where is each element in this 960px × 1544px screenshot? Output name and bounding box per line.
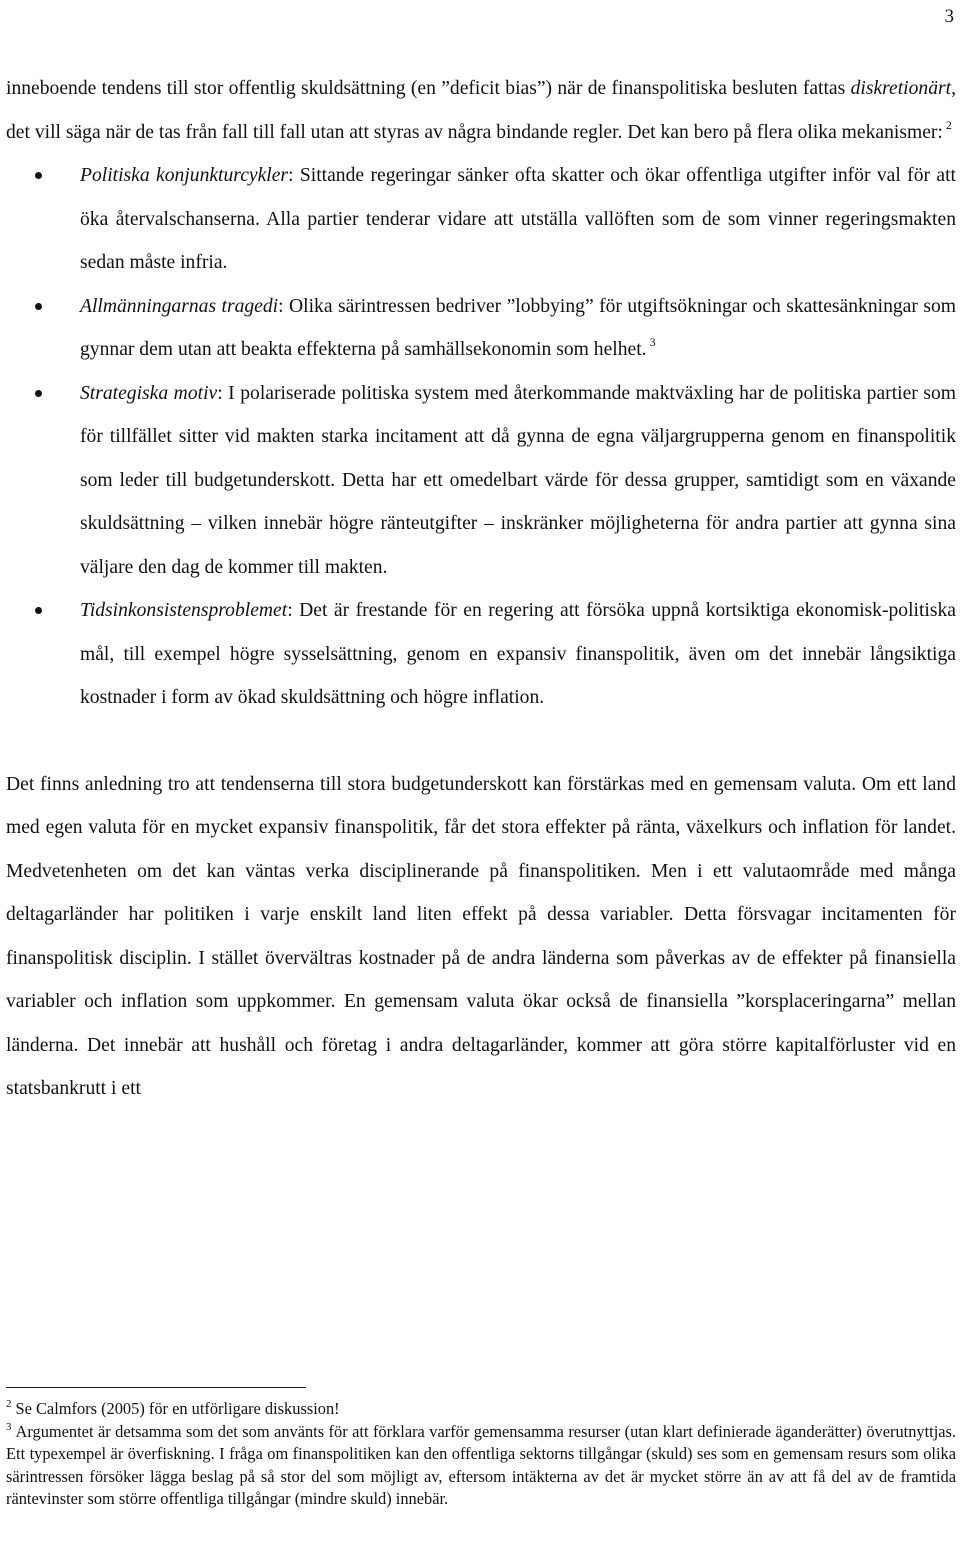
footnote-mark: 3 [6, 1420, 12, 1433]
footnote-separator [6, 1387, 306, 1388]
footnote-text: Argumentet är detsamma som det som använts för att förklara varför gemensamma resurser (utan klart definierade äganderätter) överutnyttjas. Ett typexempel är överfiskning. I fråga om finanspolitiken kan den offentliga sektorns tillgångar (skuld) ses som en gemensam resurs som olika särintressen försöker lägga beslag på så stor del som möjligt av, eftersom intäkterna av det är mycket större än av att få del av de framtida räntevinster som större offentliga tillgångar (mindre skuld) innebär. [6, 1421, 956, 1508]
list-item-term: Strategiska motiv [80, 382, 218, 404]
bullet-icon [35, 303, 42, 310]
list-item-term: Tidsinkonsistensproblemet [80, 600, 288, 621]
main-text [6, 67, 956, 1111]
list-item-text: : Det är frestande för en regering att försöka uppnå kortsiktiga ekonomisk-politiska mål, till exempel högre sysselsättning, genom en expansiv finanspolitik, även om det innebär långsiktiga kostnader i form av ökad skuldsättning och högre inflation. [80, 600, 956, 708]
footnotes [6, 1398, 956, 1511]
list-item [6, 154, 956, 285]
intro-paragraph [6, 67, 956, 154]
footnote-text: Se Calmfors (2005) för en utförligare diskussion! [15, 1399, 340, 1418]
mechanism-list [6, 154, 956, 720]
list-item [6, 589, 956, 720]
bullet-icon [35, 607, 42, 614]
footnote-3 [6, 1421, 956, 1511]
list-item [6, 372, 956, 590]
intro-emphasis: diskretionärt [850, 78, 952, 99]
intro-text-start: inneboende tendens till stor offentlig skuldsättning (en ”deficit bias”) när de finanspolitiska besluten fattas [6, 78, 851, 99]
bullet-icon [35, 172, 42, 179]
list-item [6, 285, 956, 372]
footnote-2 [6, 1398, 956, 1421]
list-item-text: : Olika särintressen bedriver ”lobbying” för utgiftsökningar och skattesänkningar som gynnar dem utan att beakta effekterna på samhällsekonomin som helhet. [80, 295, 956, 360]
list-item-term: Allmänningarnas tragedi [80, 295, 279, 317]
footnote-ref-2: 2 [945, 117, 952, 132]
body-paragraph: Det finns anledning tro att tendenserna till stora budgetunderskott kan förstärkas med en gemensam valuta. Om ett land med egen valuta för en mycket expansiv finanspolitik, får det stora effekter på ränta, växelkurs och inflation för landet. Medvetenheten om det kan väntas verka disciplinerande på finanspolitiken. Men i ett valutaområde med många deltagarländer har politiken i varje enskilt land liten effekt på dessa variabler. Detta försvagar incitamenten för finanspolitisk disciplin. I stället övervältras kostnader på de andra länderna som påverkas av de effekter på finansiella variabler och inflation som uppkommer. En gemensam valuta ökar också de finansiella ”korsplaceringarna” mellan länderna. Det innebär att hushåll och företag i andra deltagarländer, kommer att göra större kapitalförluster vid en statsbankrutt i ett [6, 773, 956, 1099]
footnote-mark: 2 [6, 1398, 12, 1410]
bullet-icon [35, 390, 42, 397]
list-item-text: : Sittande regeringar sänker ofta skatter och ökar offentliga utgifter inför val för att öka återvalschanserna. Alla partier tenderar vidare att utställa vallöften som de som vinner regeringsmakten sedan måste infria. [80, 165, 956, 273]
intro-text-end: , det vill säga när de tas från fall till fall utan att styras av några bindande regler. Det kan bero på flera olika mekanismer: [6, 78, 956, 143]
footnote-ref-3: 3 [649, 335, 656, 349]
list-item-term: Politiska konjunkturcykler [80, 165, 289, 186]
page-number: 3 [944, 6, 954, 27]
list-item-text: : I polariserade politiska system med återkommande maktväxling har de politiska partier som för tillfället sitter vid makten starka incitament att då gynna de egna väljargrupperna genom en finanspolitik som leder till budgetunderskott. Detta har ett omedelbart värde för dessa grupper, samtidigt som en växande skuldsättning – vilken innebär högre ränteutgifter – inskränker möjligheterna för andra partier att gynna sina väljare den dag de kommer till makten. [80, 382, 956, 578]
